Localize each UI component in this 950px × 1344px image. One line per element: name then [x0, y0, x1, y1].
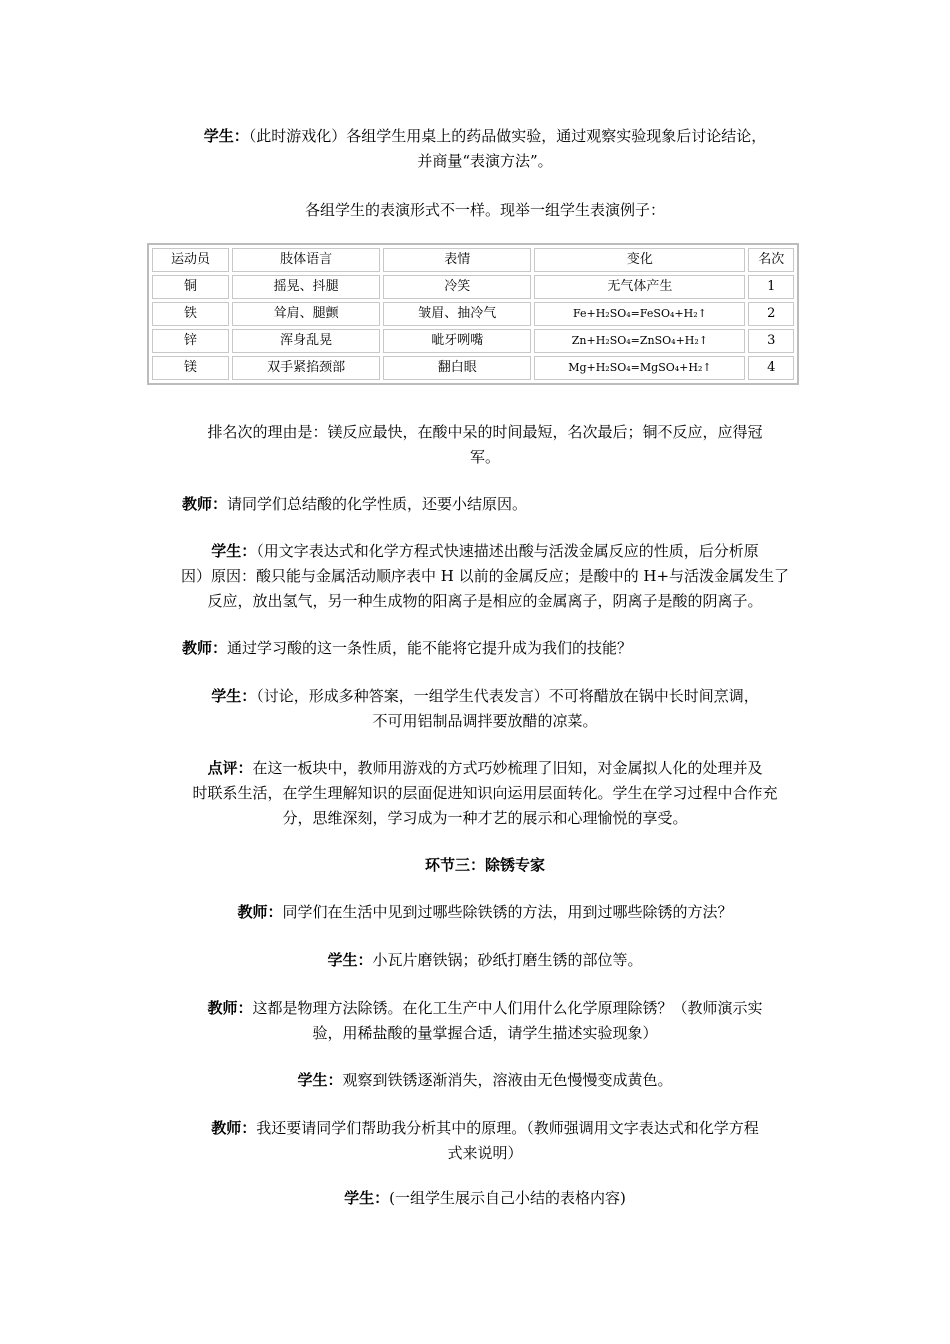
speaker-label: 学生： [344, 1189, 390, 1207]
ranking-table [147, 243, 799, 385]
paragraph-teacher-skill [160, 636, 810, 661]
table-cell: 无气体产生 [534, 275, 745, 299]
paragraph-text: 式来说明） [447, 1144, 523, 1162]
paragraph-student-experiment [160, 124, 810, 174]
paragraph-text: 这都是物理方法除锈。在化工生产中人们用什么化学原理除锈？（教师演示实 [252, 999, 763, 1017]
paragraph-text: 军。 [469, 448, 500, 466]
table-cell: Fe+H₂SO₄=FeSO₄+H₂↑ [534, 302, 745, 326]
paragraph-text: 观察到铁锈逐渐消失，溶液由无色慢慢变成黄色。 [342, 1071, 673, 1089]
table-cell: 浑身乱晃 [232, 329, 380, 353]
paragraph-text: 反应，放出氢气，另一种生成物的阳离子是相应的金属离子，阴离子是酸的阴离子。 [207, 592, 763, 610]
paragraph-text: 因）原因：酸只能与金属活动顺序表中 H 以前的金属反应；是酸中的 H+与活泼金属发生了 [180, 567, 790, 585]
paragraph-text: 在这一板块中，教师用游戏的方式巧妙梳理了旧知，对金属拟人化的处理并及 [252, 759, 763, 777]
paragraph-text: 同学们在生活中见到过哪些除铁锈的方法，用到过哪些除锈的方法？ [282, 903, 733, 921]
paragraph-ranking-reason [160, 420, 810, 470]
paragraph-intro-example [160, 198, 810, 223]
paragraph-student-discussion [160, 684, 810, 734]
table-cell: 镁 [152, 356, 229, 380]
paragraph-text: 不可用铝制品调拌要放醋的凉菜。 [372, 712, 598, 730]
paragraph-student-observation [160, 1068, 810, 1093]
paragraph-text: 请同学们总结酸的化学性质，还要小结原因。 [227, 495, 528, 513]
table-cell: 摇晃、抖腿 [232, 275, 380, 299]
table-header-row [152, 248, 794, 272]
paragraph-student-table [160, 1186, 810, 1211]
paragraph-teacher-chemical [160, 996, 810, 1046]
paragraph-text: （讨论，形成多种答案，一组学生代表发言）不可将醋放在锅中长时间烹调， [256, 687, 759, 705]
table-header-cell: 表情 [383, 248, 531, 272]
paragraph-student-physical-methods [160, 948, 810, 973]
table-cell: 2 [748, 302, 794, 326]
table-cell: 锌 [152, 329, 229, 353]
speaker-label: 学生： [203, 127, 249, 145]
paragraph-text: 验，用稀盐酸的量掌握合适，请学生描述实验现象） [312, 1024, 658, 1042]
speaker-label: 学生： [211, 542, 257, 560]
speaker-label: 教师： [237, 903, 283, 921]
speaker-label: 教师： [182, 639, 228, 657]
paragraph-review [160, 756, 810, 831]
paragraph-text: 排名次的理由是：镁反应最快，在酸中呆的时间最短，名次最后；铜不反应，应得冠 [207, 423, 763, 441]
table-cell: 皱眉、抽冷气 [383, 302, 531, 326]
table-header-cell: 运动员 [152, 248, 229, 272]
table-row [152, 275, 794, 299]
table-cell: 翻白眼 [383, 356, 531, 380]
paragraph-teacher-summary [160, 492, 802, 517]
table-row [152, 329, 794, 353]
paragraph-text: 并商量“表演方法”。 [417, 152, 553, 170]
table-cell: 双手紧掐颈部 [232, 356, 380, 380]
table-cell: 铁 [152, 302, 229, 326]
paragraph-text: （用文字表达式和化学方程式快速描述出酸与活泼金属反应的性质，后分析原 [256, 542, 759, 560]
table-header-cell: 名次 [748, 248, 794, 272]
paragraph-text: 小瓦片磨铁锅；砂纸打磨生锈的部位等。 [372, 951, 643, 969]
speaker-label: 学生： [211, 687, 257, 705]
table-cell: 耸肩、腿颤 [232, 302, 380, 326]
paragraph-text: 通过学习酸的这一条性质，能不能将它提升成为我们的技能？ [227, 639, 633, 657]
paragraph-student-analysis [160, 539, 810, 614]
speaker-label: 教师： [207, 999, 253, 1017]
table-cell: 呲牙咧嘴 [383, 329, 531, 353]
section-heading: 环节三：除锈专家 [424, 856, 545, 874]
paragraph-teacher-principle [160, 1116, 810, 1166]
table-cell: 3 [748, 329, 794, 353]
table-cell: Mg+H₂SO₄=MgSO₄+H₂↑ [534, 356, 745, 380]
paragraph-text: 各组学生的表演形式不一样。现举一组学生表演例子： [304, 201, 665, 219]
table-cell: 铜 [152, 275, 229, 299]
table-row [152, 302, 794, 326]
paragraph-text: 我还要请同学们帮助我分析其中的原理。（教师强调用文字表达式和化学方程 [256, 1119, 759, 1137]
speaker-label: 教师： [211, 1119, 257, 1137]
speaker-label: 学生： [297, 1071, 343, 1089]
table-cell: 4 [748, 356, 794, 380]
paragraph-text: （此时游戏化）各组学生用桌上的药品做实验，通过观察实验现象后讨论结论， [248, 127, 767, 145]
paragraph-text: 分，思维深刻，学习成为一种才艺的展示和心理愉悦的享受。 [282, 809, 688, 827]
paragraph-text: 时联系生活，在学生理解知识的层面促进知识向运用层面转化。学生在学习过程中合作充 [192, 784, 778, 802]
table-cell: 冷笑 [383, 275, 531, 299]
paragraph-text: (一组学生展示自己小结的表格内容) [389, 1189, 626, 1207]
table-cell: 1 [748, 275, 794, 299]
table-header-cell: 肢体语言 [232, 248, 380, 272]
table-row [152, 356, 794, 380]
paragraph-teacher-rust-methods [160, 900, 810, 925]
table-cell: Zn+H₂SO₄=ZnSO₄+H₂↑ [534, 329, 745, 353]
table-header-cell: 变化 [534, 248, 745, 272]
speaker-label: 学生： [327, 951, 373, 969]
speaker-label: 教师： [182, 495, 228, 513]
speaker-label: 点评： [207, 759, 253, 777]
